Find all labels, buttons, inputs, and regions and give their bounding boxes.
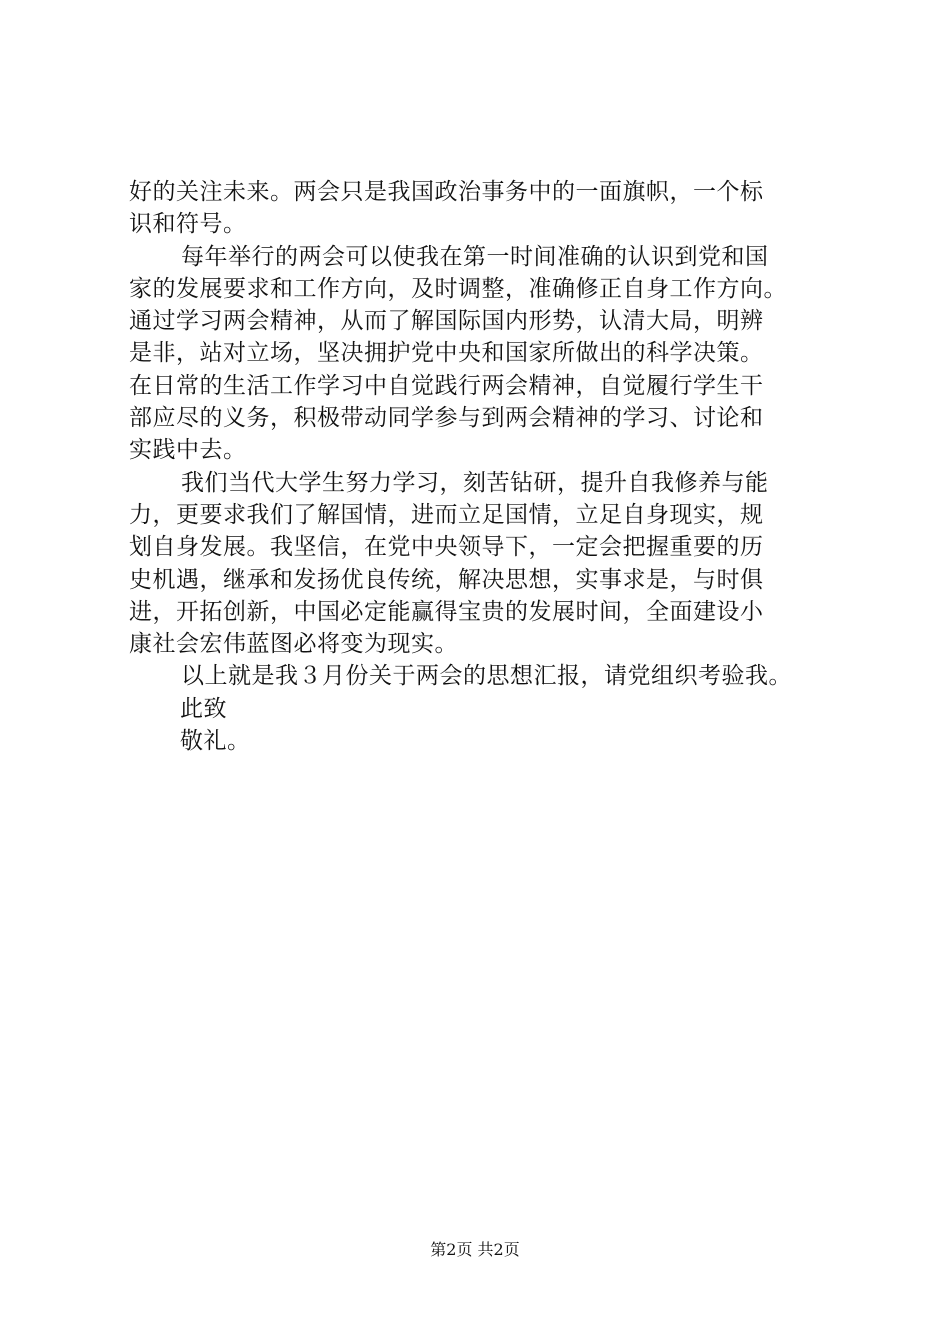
text-line: 力，更要求我们了解国情，进而立足国情，立足自身现实，规 (129, 501, 764, 528)
text-line: 进，开拓创新，中国必定能赢得宝贵的发展时间，全面建设小 (129, 598, 764, 625)
text-line: 史机遇，继承和发扬优良传统，解决思想，实事求是，与时俱 (129, 566, 764, 593)
text-line: 实践中去。 (129, 437, 247, 464)
closing-line-2: 敬礼。 (180, 728, 251, 755)
text-line: 通过学习两会精神，从而了解国际国内形势，认清大局，明辨 (129, 308, 764, 335)
document-body (129, 176, 829, 693)
text-line: 识和符号。 (129, 211, 247, 238)
paragraph-first-line: 我们当代大学生努力学习，刻苦钻研，提升自我修养与能 (181, 469, 769, 496)
text-line: 好的关注未来。两会只是我国政治事务中的一面旗帜，一个标 (129, 179, 764, 205)
paragraph-first-line: 以上就是我３月份关于两会的思想汇报，请党组织考验我。 (181, 663, 792, 690)
text-line: 康社会宏伟蓝图必将变为现实。 (129, 631, 458, 658)
text-line: 划自身发展。我坚信，在党中央领导下，一定会把握重要的历 (129, 534, 764, 561)
text-line: 是非，站对立场，坚决拥护党中央和国家所做出的科学决策。 (129, 340, 764, 367)
text-line: 在日常的生活工作学习中自觉践行两会精神，自觉履行学生干 (129, 372, 764, 399)
closing-line-1: 此致 (180, 696, 227, 722)
paragraph-first-line: 每年举行的两会可以使我在第一时间准确的认识到党和国 (181, 243, 769, 270)
closing-salutation (180, 693, 251, 758)
text-line: 部应尽的义务，积极带动同学参与到两会精神的学习、讨论和 (129, 405, 764, 432)
text-line: 家的发展要求和工作方向，及时调整，准确修正自身工作方向。 (129, 275, 787, 302)
page-number-footer: 第2页 共2页 (430, 1240, 520, 1259)
